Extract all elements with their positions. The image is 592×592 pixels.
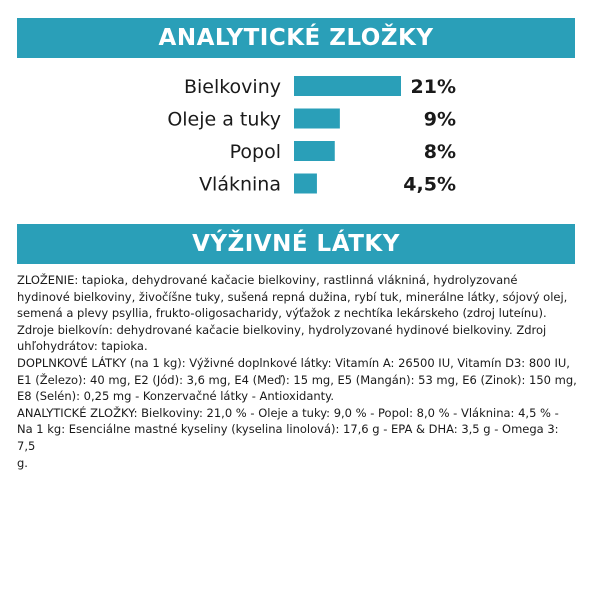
composition-line: Zdroje bielkovín: dehydrované kačacie bielkoviny, hydrolyzované hydinové bielkoviny. Zdroj xyxy=(17,322,547,337)
analytical-bar-chart xyxy=(0,66,592,206)
additives-line: DOPLNKOVÉ LÁTKY (na 1 kg): Výživné doplnkové látky: Vitamín A: 26500 IU, Vitamín D3: 800 IU, xyxy=(17,355,570,370)
bar-category-label: Popol xyxy=(229,141,281,163)
nutritional-substances-title: VÝŽIVNÉ LÁTKY xyxy=(192,231,400,257)
nutritional-substances-banner xyxy=(17,224,575,264)
composition-line: semená a plevy psyllia, frukto-oligosacharidy, výťažok z nechtíka lekárskeho (zdroj luteínu). xyxy=(17,306,547,321)
analytical-line: Na 1 kg: Esenciálne mastné kyseliny (kyselina linolová): 17,6 g - EPA & DHA: 3,5 g - Omega 3: 7,5 xyxy=(17,422,559,453)
analytical-line: ANALYTICKÉ ZLOŽKY: Bielkoviny: 21,0 % - Oleje a tuky: 9,0 % - Popol: 8,0 % - Vláknina: 4,5 % - xyxy=(17,405,559,420)
bar-value-label: 9% xyxy=(423,108,456,131)
bar xyxy=(294,76,401,96)
additives-line: E8 (Selén): 0,25 mg - Konzervačné látky - Antioxidanty. xyxy=(17,389,335,404)
bar-value-label: 8% xyxy=(423,141,456,163)
composition-text xyxy=(17,272,577,471)
bar xyxy=(294,141,335,161)
analytical-components-banner xyxy=(17,18,575,58)
analytical-components-title: ANALYTICKÉ ZLOŽKY xyxy=(158,25,434,51)
bar xyxy=(294,174,317,194)
bar-value-label: 4,5% xyxy=(403,173,456,196)
composition-line: hydinové bielkoviny, živočíšne tuky, sušená repná dužina, rybí tuk, minerálne látky, sójový olej, xyxy=(17,289,568,304)
composition-line: uhľohydrátov: tapioka. xyxy=(17,339,148,354)
bar xyxy=(294,109,340,129)
composition-line: ZLOŽENIE: tapioka, dehydrované kačacie bielkoviny, rastlinná vlákniná, hydrolyzované xyxy=(17,273,518,287)
bar-category-label: Oleje a tuky xyxy=(167,108,281,131)
bar-value-label: 21% xyxy=(410,76,456,98)
bar-category-label: Bielkoviny xyxy=(183,76,281,98)
analytical-line: g. xyxy=(17,455,28,470)
additives-line: E1 (Železo): 40 mg, E2 (Jód): 3,6 mg, E4 (Meď): 15 mg, E5 (Mangán): 53 mg, E6 (Zinok): 150 mg, xyxy=(17,372,577,387)
bar-category-label: Vláknina xyxy=(199,173,281,196)
